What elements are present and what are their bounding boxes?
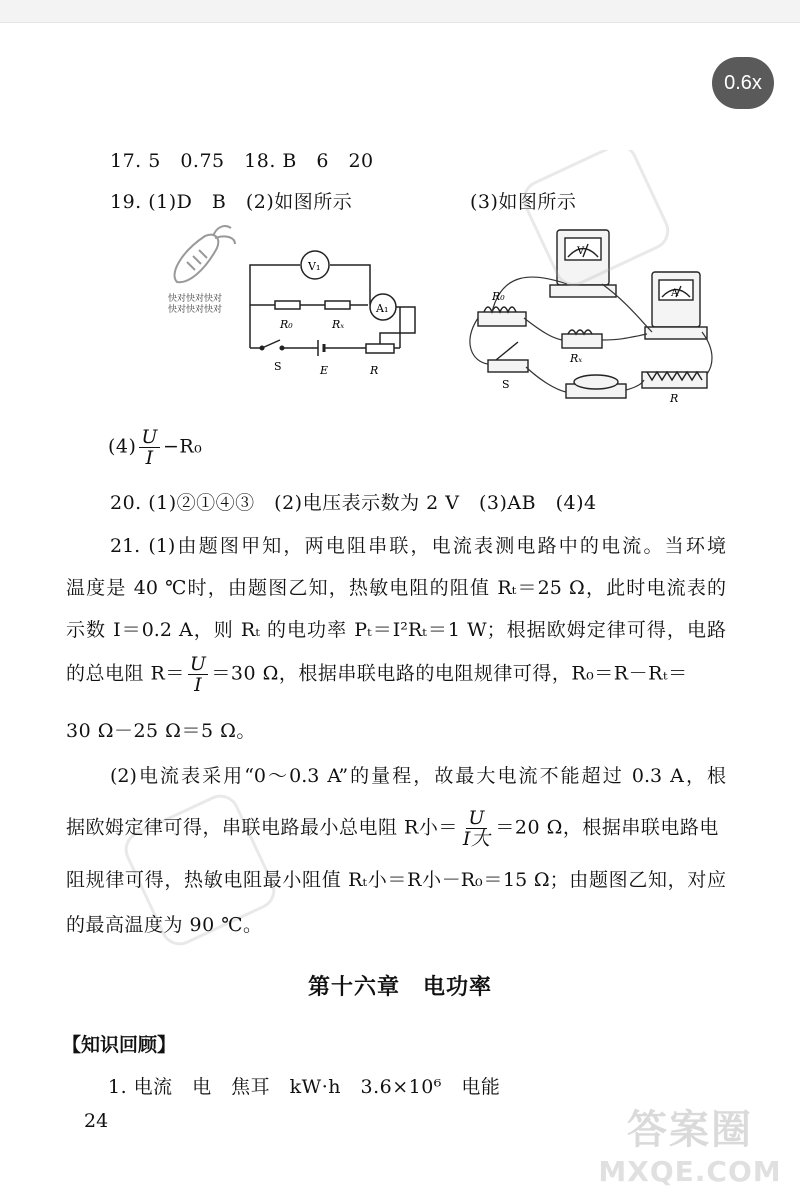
carrot-watermark-icon xyxy=(165,222,240,292)
answer-21-line1: 21. (1)由题图甲知，两电阻串联，电流表测电路中的电流。当环境 xyxy=(110,535,726,557)
answer-21-part2-line2: 据欧姆定律可得，串联电路最小总电阻 R小＝ $\frac{U}{\text{I大}}$ ＝20 Ω，根据串联电路电 xyxy=(66,807,719,850)
rx-label: Rₓ xyxy=(332,318,345,331)
photo-switch-label: S xyxy=(502,378,510,391)
source-label: E xyxy=(320,364,329,377)
photo-r0-label: R₀ xyxy=(492,290,505,303)
section-title: 【知识回顾】 xyxy=(62,1034,177,1056)
chapter-title: 第十六章 电功率 xyxy=(307,974,492,1000)
answer-19-part1: 19. (1)D B (2)如图所示 xyxy=(110,191,353,213)
voltmeter-label: V₁ xyxy=(308,260,321,273)
rheostat-label: R xyxy=(370,364,379,377)
ammeter-label: A₁ xyxy=(376,302,389,315)
circuit-schematic xyxy=(240,250,430,385)
site-watermark: 答案圈 MXQE.COM xyxy=(598,1107,782,1188)
photo-rheostat-label: R xyxy=(670,392,679,405)
answer-20: 20. (1)②①④③ (2)电压表示数为 2 V (3)AB (4)4 xyxy=(110,492,597,514)
knowledge-item-1: 1. 电流 电 焦耳 kW·h 3.6×10⁶ 电能 xyxy=(108,1076,501,1098)
answer-21-line2: 温度是 40 ℃时，由题图乙知，热敏电阻的阻值 Rₜ＝25 Ω，此时电流表的 xyxy=(66,577,726,599)
switch-label: S xyxy=(274,360,282,373)
answer-21-line5: 30 Ω－25 Ω＝5 Ω。 xyxy=(66,720,256,742)
photo-rx-label: Rₓ xyxy=(570,352,583,365)
answer-21-part2-line4: 的最高温度为 90 ℃。 xyxy=(66,914,263,936)
playback-speed-button[interactable]: 0.6x xyxy=(712,57,774,109)
answer-19-part4: (4) $\frac{U}{I}$ −R₀ xyxy=(108,426,203,469)
answer-17-18: 17. 5 0.75 18. B 6 20 xyxy=(110,150,374,172)
answer-21-part2-line3: 阻规律可得，热敏电阻最小阻值 Rₜ小＝R小－R₀＝15 Ω；由题图乙知，对应 xyxy=(66,869,726,891)
top-bar xyxy=(0,0,800,23)
answer-21-line3: 示数 I＝0.2 A，则 Rₜ 的电功率 Pₜ＝I²Rₜ＝1 W；根据欧姆定律可得，电路 xyxy=(66,619,726,641)
page-number: 24 xyxy=(84,1110,109,1132)
photo-ammeter-label: A xyxy=(671,288,679,299)
photo-voltmeter-label: V xyxy=(577,246,585,257)
stamp-watermark-icon xyxy=(506,150,686,290)
answer-19-part3: (3)如图所示 xyxy=(470,191,577,213)
answer-21-line4: 的总电阻 R＝ $\frac{U}{I}$ ＝30 Ω，根据串联电路的电阻规律可得，R₀＝R－Rₜ＝ xyxy=(66,653,688,696)
answer-21-part2-line1: (2)电流表采用“0～0.3 A”的量程，故最大电流不能超过 0.3 A，根 xyxy=(110,765,726,787)
carrot-watermark-caption: 快对快对快对 快对快对快对 xyxy=(168,294,223,315)
r0-label: R₀ xyxy=(280,318,293,331)
